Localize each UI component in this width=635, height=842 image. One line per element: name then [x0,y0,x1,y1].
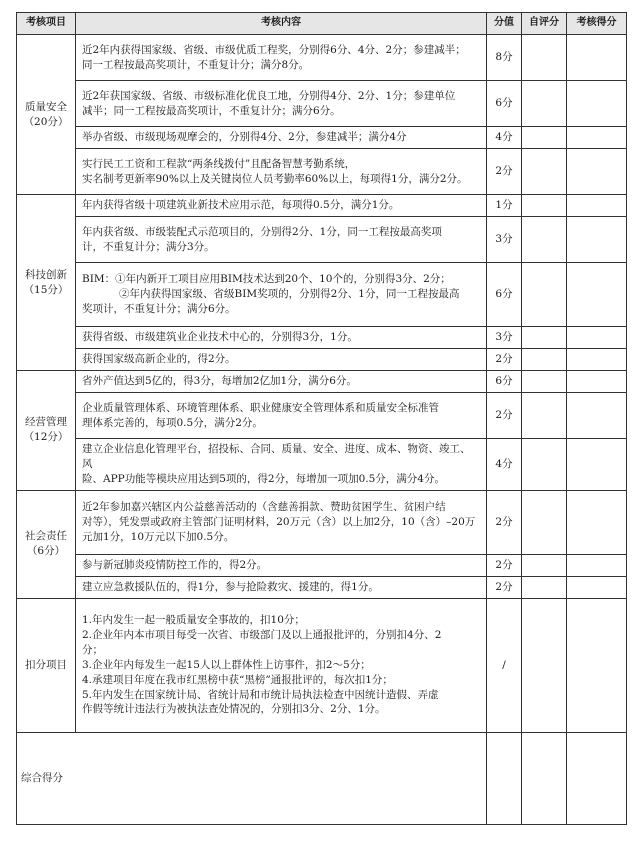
table-row [17,81,627,127]
table-row [17,393,627,439]
content-cell [76,195,487,217]
header-content: 考核内容 [76,13,487,35]
content-line: 企业质量管理体系、环境管理体系、职业健康安全管理体系和质量安全标准管 [82,401,439,414]
content-line: 分； [82,643,103,656]
content-line: 1.年内发生一起一般质量安全事故的，扣10分； [82,614,305,627]
header-self: 自评分 [522,13,567,35]
table-row [17,576,627,598]
exam-score-cell[interactable] [567,263,627,327]
header-exam: 考核得分 [567,13,627,35]
content-line: 获得省级、市级建筑业企业技术中心的，分别得3分，1分。 [82,331,358,344]
self-score-cell[interactable] [522,195,567,217]
deduction-category: 扣分项目 [17,598,76,732]
self-score-cell[interactable] [522,327,567,349]
content-cell [76,349,487,371]
self-score-cell[interactable] [522,349,567,371]
table-row [17,217,627,263]
exam-score-cell[interactable] [567,349,627,371]
content-line: 减半；同一工程按最高奖项计，不重复计分；满分6分。 [82,104,341,117]
category-name: 社会责任 [25,530,67,543]
content-line: 省外产值达到5亿的，得3分，每增加2亿加1分，满分6分。 [82,375,357,388]
content-line: 近2年参加嘉兴辖区内公益慈善活动的（含慈善捐款、赞助贫困学生、贫困户结 [82,500,446,513]
content-line: 近2年内获得国家级、省级、市级优质工程奖，分别得6分、4分、2分；参建减半； [82,43,466,56]
content-line: 对等），凭发票或政府主管部门证明材料，20万元（含）以上加2分，10（含）–20万 [82,515,476,528]
score-cell: 4分 [487,127,522,149]
content-cell [76,554,487,576]
table-row [17,127,627,149]
self-score-cell[interactable] [522,490,567,554]
table-row [17,439,627,491]
table-row [17,371,627,393]
category-name: 科技创新 [25,268,67,281]
content-line: 近2年获国家级、省级、市级标准化优良工地，分别得4分、2分、1分；参建单位 [82,89,456,102]
category-points: （6分） [26,545,66,558]
header-category: 考核项目 [17,13,76,35]
content-line: 实名制考更新率90%以上及关键岗位人员考勤率60%以上，每项得1分，满分2分。 [82,172,468,185]
deduction-content [76,598,487,732]
exam-score-cell[interactable] [567,81,627,127]
category-cell [17,35,76,195]
header-score: 分值 [487,13,522,35]
category-points: （12分） [23,431,69,444]
content-line: ②年内获得国家级、省级BIM奖项的，分别得2分、1分，同一工程按最高 [119,288,460,301]
self-score-cell[interactable] [522,371,567,393]
score-cell: 8分 [487,35,522,81]
content-cell [76,81,487,127]
exam-score-cell[interactable] [567,598,627,732]
content-line: 参与新冠肺炎疫情防控工作的，得2分。 [82,558,268,571]
self-score-cell[interactable] [522,439,567,491]
content-line: 奖项计，不重复计分；满分6分。 [82,302,236,315]
content-line: 3.企业年内每发生一起15人以上群体性上访事件，扣2～5分； [82,658,371,671]
exam-score-cell[interactable] [567,576,627,598]
content-line: 作假等统计违法行为被执法查处情况的，分别扣3分、2分、1分。 [82,703,386,716]
deduction-row [17,598,627,732]
exam-score-cell[interactable] [567,393,627,439]
content-line: 建立应急救援队伍的，得1分，参与抢险救灾、援建的，得1分。 [82,580,379,593]
assessment-table [16,12,627,825]
content-line: 同一工程按最高奖项计，不重复计分；满分8分。 [82,58,310,71]
content-line: 计，不重复计分；满分3分。 [82,240,215,253]
score-cell: 3分 [487,327,522,349]
table-body [17,35,627,825]
table-row [17,195,627,217]
content-line: 获得国家级高新企业的，得2分。 [82,353,236,366]
table-row [17,554,627,576]
total-exam-cell[interactable] [567,732,627,824]
content-cell [76,35,487,81]
content-line: BIM：①年内新开工项目应用BIM技术达到20个、10个的，分别得3分、2分； [82,273,451,286]
table-row [17,149,627,195]
table-row [17,490,627,554]
self-score-cell[interactable] [522,554,567,576]
self-score-cell[interactable] [522,393,567,439]
exam-score-cell[interactable] [567,217,627,263]
content-line: 险、APP功能等模块应用达到5项的，得2分，每增加一项加0.5分，满分4分。 [82,472,445,485]
content-line: 理体系完善的，每项0.5分，满分2分。 [82,416,263,429]
category-points: （15分） [23,283,69,296]
exam-score-cell[interactable] [567,439,627,491]
category-name: 质量安全 [25,100,67,113]
self-score-cell[interactable] [522,217,567,263]
self-score-cell[interactable] [522,576,567,598]
self-score-cell[interactable] [522,35,567,81]
table-row [17,35,627,81]
total-score-cell [487,732,522,824]
content-line: 2.企业年内本市项目每受一次省、市级部门及以上通报批评的，分别扣4分、2 [82,628,442,641]
table-row [17,349,627,371]
content-line: 年内获省级、市级装配式示范项目的，分别得2分、1分，同一工程按最高奖项 [82,225,442,238]
category-cell [17,195,76,371]
score-cell: 2分 [487,149,522,195]
score-cell: 3分 [487,217,522,263]
content-line: 举办省级、市级现场观摩会的，分别得4分、2分，参建减半；满分4分 [82,131,407,144]
self-score-cell[interactable] [522,149,567,195]
score-cell: 2分 [487,490,522,554]
content-cell [76,149,487,195]
score-cell: 2分 [487,349,522,371]
exam-score-cell[interactable] [567,35,627,81]
content-cell [76,490,487,554]
score-cell: 6分 [487,263,522,327]
content-line: 实行民工工资和工程款“两条线拨付”且配备智慧考勤系统， [82,157,356,170]
category-points: （20分） [23,115,69,128]
content-cell [76,263,487,327]
score-cell: 2分 [487,576,522,598]
score-cell: 1分 [487,195,522,217]
self-score-cell[interactable] [522,81,567,127]
content-line: 4.承建项目年度在我市红黑榜中获“黑榜”通报批评的，每次扣1分； [82,673,393,686]
content-line: 建立企业信息化管理平台，招投标、合同、质量、安全、进度、成本、物资、竣工、风 [82,443,471,470]
content-line: 年内获得省级十项建筑业新技术应用示范，每项得0.5分，满分1分。 [82,199,400,212]
category-cell [17,371,76,491]
score-cell: 4分 [487,439,522,491]
content-cell [76,127,487,149]
self-score-cell[interactable] [522,263,567,327]
content-cell [76,217,487,263]
content-line: 5.年内发生在国家统计局、省统计局和市统计局执法检查中因统计造假、弄虚 [82,688,439,701]
self-score-cell[interactable] [522,127,567,149]
total-label: 综合得分 [17,732,487,824]
total-self-cell[interactable] [522,732,567,824]
content-line: 元加1分，10万元以下加0.5分。 [82,530,235,543]
score-cell: 2分 [487,554,522,576]
exam-score-cell[interactable] [567,195,627,217]
exam-score-cell[interactable] [567,490,627,554]
deduction-score: / [487,598,522,732]
content-cell [76,327,487,349]
exam-score-cell[interactable] [567,554,627,576]
category-cell [17,490,76,598]
content-cell [76,439,487,491]
content-cell [76,393,487,439]
score-cell: 6分 [487,371,522,393]
content-cell [76,371,487,393]
score-cell: 6分 [487,81,522,127]
table-row [17,263,627,327]
category-name: 经营管理 [25,416,67,429]
exam-score-cell[interactable] [567,371,627,393]
self-score-cell[interactable] [522,598,567,732]
exam-score-cell[interactable] [567,327,627,349]
exam-score-cell[interactable] [567,127,627,149]
score-cell: 2分 [487,393,522,439]
table-row [17,327,627,349]
exam-score-cell[interactable] [567,149,627,195]
content-cell [76,576,487,598]
total-row [17,732,627,824]
header-row [17,13,627,35]
